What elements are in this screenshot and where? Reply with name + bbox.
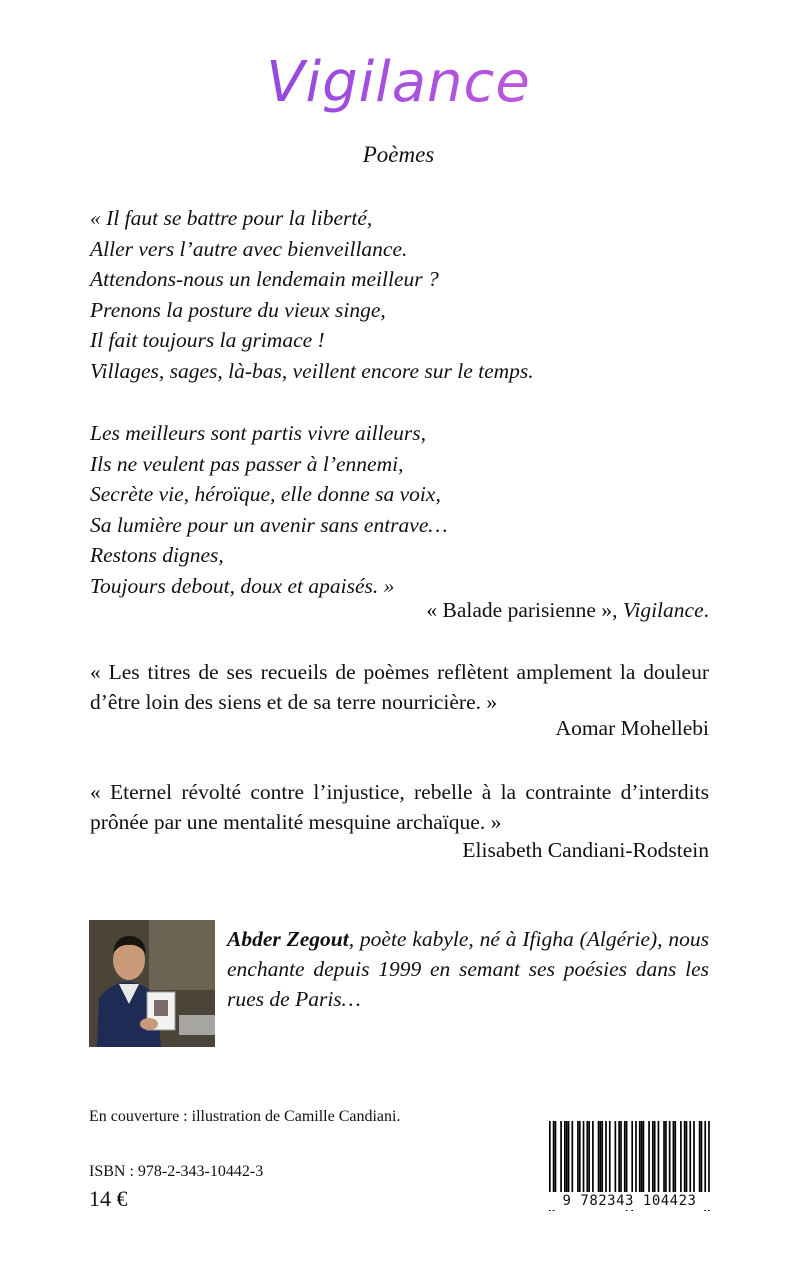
- poem-source-work: Vigilance: [622, 598, 704, 622]
- barcode-bar: [680, 1121, 682, 1193]
- poem-source-suffix: .: [703, 598, 709, 622]
- book-title: Vigilance: [0, 50, 797, 115]
- barcode-bar: [609, 1121, 611, 1193]
- poem-line: Les meilleurs sont partis vivre ailleurs,: [90, 421, 427, 445]
- barcode-bar: [699, 1121, 701, 1193]
- barcode-bar: [566, 1121, 568, 1193]
- barcode-digits: 9 782343 104423: [549, 1192, 710, 1210]
- barcode-bar: [689, 1121, 691, 1193]
- barcode-bar: [568, 1121, 570, 1193]
- barcode-bar: [571, 1121, 573, 1193]
- barcode-bar: [605, 1121, 607, 1193]
- poem-line: Villages, sages, là-bas, veillent encore sur le temps.: [90, 358, 534, 383]
- barcode-bar: [669, 1121, 671, 1193]
- barcode-bar: [658, 1121, 660, 1193]
- barcode-bar: [560, 1121, 562, 1193]
- barcode-bar: [555, 1121, 557, 1193]
- poem-line: Prenons la posture du vieux singe,: [90, 297, 386, 322]
- barcode-bar: [577, 1121, 579, 1193]
- barcode-bar: [592, 1121, 594, 1193]
- barcode-bar: [620, 1121, 622, 1193]
- poem-line: Aller vers l’autre avec bienveillance.: [90, 236, 408, 261]
- poem-line: Attendons-nous un lendemain meilleur ?: [90, 267, 439, 291]
- isbn: ISBN : 978-2-343-10442-3: [89, 1163, 264, 1180]
- author-name: Abder Zegout: [227, 927, 349, 951]
- cover-credit: En couverture : illustration de Camille Candiani.: [89, 1108, 401, 1125]
- review-author-2: Elisabeth Candiani-Rodstein: [462, 838, 709, 862]
- barcode-bar: [600, 1121, 602, 1193]
- poem-line: Secrète vie, héroïque, elle donne sa voix,: [90, 482, 441, 506]
- barcode-bar: [648, 1121, 650, 1193]
- barcode-bar: [641, 1121, 643, 1193]
- poem-line: Toujours debout, doux et apaisés. »: [90, 573, 395, 598]
- barcode-bar: [635, 1121, 637, 1193]
- poem-line: « Il faut se battre pour la liberté,: [90, 206, 373, 230]
- barcode-bar: [618, 1121, 620, 1193]
- barcode-bar: [601, 1121, 603, 1193]
- barcode-bar: [693, 1121, 695, 1193]
- barcode-bar: [665, 1121, 667, 1193]
- barcode-bar: [701, 1121, 703, 1193]
- poem-stanza-2: [90, 418, 710, 601]
- barcode-bar: [652, 1121, 654, 1193]
- poem-line: Il fait toujours la grimace !: [90, 328, 325, 352]
- barcode-bar: [588, 1121, 590, 1193]
- poem-source-title: « Balade parisienne »,: [426, 598, 623, 622]
- barcode-bar: [643, 1121, 645, 1193]
- price: 14 €: [89, 1186, 128, 1211]
- poem-line: Ils ne veulent pas passer à l’ennemi,: [90, 451, 404, 476]
- book-subtitle: Poèmes: [362, 142, 435, 167]
- poem-line: Sa lumière pour un avenir sans entrave…: [90, 512, 448, 537]
- barcode-bar: [586, 1121, 588, 1193]
- poem-line: Restons dignes,: [90, 543, 224, 567]
- barcode-bar: [674, 1121, 676, 1193]
- review-quote-1: « Les titres de ses recueils de poèmes reflètent amplement la douleur d’être loin des siens et de sa terre nourricière. »: [90, 660, 709, 714]
- barcode-bar: [579, 1121, 581, 1193]
- barcode-bar: [686, 1121, 688, 1193]
- barcode-bar: [684, 1121, 686, 1193]
- barcode-bar: [564, 1121, 566, 1193]
- barcode-bar: [615, 1121, 617, 1193]
- barcode-bar: [673, 1121, 675, 1193]
- barcode-bar: [624, 1121, 626, 1193]
- author-bio: [227, 924, 709, 1014]
- poem-source: [426, 598, 709, 623]
- author-photo: [89, 920, 215, 1047]
- review-author-1: Aomar Mohellebi: [555, 716, 709, 740]
- poem-stanza-1: [90, 203, 710, 386]
- review-quote-2: « Eternel révolté contre l’injustice, rebelle à la contrainte d’interdits prônée par une mentalité mesquine archaïque. »: [90, 780, 709, 834]
- barcode-bar: [598, 1121, 600, 1193]
- barcode-bar: [654, 1121, 656, 1193]
- barcode-bar: [639, 1121, 641, 1193]
- barcode-bar: [583, 1121, 585, 1193]
- author-bio-text: , poète kabyle, né à Ifigha (Algérie), nous enchante depuis 1999 en semant ses poésies dans les rues de Paris…: [227, 927, 709, 1011]
- barcode-bar: [663, 1121, 665, 1193]
